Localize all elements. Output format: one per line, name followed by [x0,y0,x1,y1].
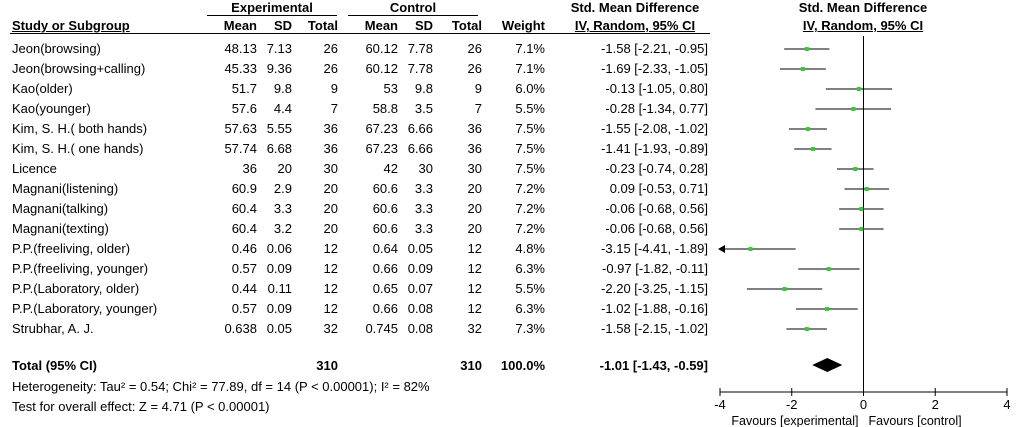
col-sd-e-header: SD [273,18,292,33]
sd-control: 30 [418,161,433,176]
point-marker-5 [811,147,815,151]
weight: 7.5% [515,141,545,156]
mean-experimental: 60.4 [231,201,257,216]
sd-experimental: 6.68 [266,141,292,156]
weight: 7.2% [515,221,545,236]
study-name: Magnani(listening) [12,181,119,196]
point-marker-13 [825,307,829,311]
smd-title: Std. Mean Difference [570,0,700,15]
col-weight-header: Weight [501,18,545,33]
weight: 7.1% [515,61,545,76]
ci-text: -1.58 [-2.15, -1.02] [601,321,708,336]
weight: 6.0% [515,81,545,96]
ci-text: -2.20 [-3.25, -1.15] [601,281,708,296]
ci-text: -0.06 [-0.68, 0.56] [605,221,708,236]
total-experimental: 20 [323,221,338,236]
col-method-plot-header: IV, Random, 95% CI [802,18,924,33]
total-experimental: 12 [323,301,338,316]
mean-experimental: 0.57 [231,261,257,276]
heterogeneity-text: Heterogeneity: Tau² = 0.54; Chi² = 77.89, df = 14 (P < 0.00001); I² = 82% [12,379,430,394]
weight: 7.5% [515,121,545,136]
sd-experimental: 2.9 [273,181,292,196]
mean-control: 60.6 [372,181,398,196]
mean-experimental: 36 [242,161,257,176]
sd-experimental: 0.09 [266,301,292,316]
col-method-header: IV, Random, 95% CI [574,18,696,33]
mean-experimental: 60.4 [231,221,257,236]
sd-control: 0.09 [407,261,433,276]
sd-control: 0.05 [407,241,433,256]
x-tick-label-2: 0 [859,397,868,412]
mean-control: 67.23 [365,121,398,136]
total-experimental: 9 [330,81,338,96]
ci-text: -0.13 [-1.05, 0.80] [605,81,708,96]
total-experimental: 20 [323,201,338,216]
study-name: Kao(older) [12,81,73,96]
col-total-e-header: Total [307,18,338,33]
sd-control: 7.78 [407,61,433,76]
point-marker-8 [859,207,863,211]
study-name: P.P.(Laboratory, older) [12,281,140,296]
ci-text: -1.58 [-2.21, -0.95] [601,41,708,56]
point-marker-4 [806,127,810,131]
weight: 7.2% [515,181,545,196]
ci-arrow-10 [718,245,725,253]
sd-experimental: 0.06 [266,241,292,256]
study-name: Kim, S. H.( both hands) [12,121,148,136]
ci-text: -1.41 [-1.93, -0.89] [601,141,708,156]
sd-experimental: 9.8 [273,81,292,96]
group-control-label: Control [389,0,437,15]
total-experimental: 20 [323,181,338,196]
total-experimental: 12 [323,241,338,256]
sd-control: 6.66 [407,141,433,156]
total-control: 32 [467,321,482,336]
weight: 5.5% [515,281,545,296]
mean-control: 0.66 [372,301,398,316]
study-name: Jeon(browsing) [12,41,101,56]
mean-experimental: 48.13 [224,41,257,56]
point-marker-7 [865,187,869,191]
total-experimental: 36 [323,121,338,136]
sd-experimental: 3.2 [273,221,292,236]
favours-experimental-label: Favours [experimental] [731,414,859,427]
total-experimental: 7 [330,101,338,116]
mean-control: 42 [383,161,398,176]
sd-experimental: 0.05 [266,321,292,336]
mean-control: 0.745 [365,321,398,336]
sd-control: 3.3 [414,221,433,236]
study-name: Licence [12,161,57,176]
total-control: 12 [467,301,482,316]
total-experimental: 32 [323,321,338,336]
group-experimental-label: Experimental [231,0,313,15]
mean-experimental: 0.46 [231,241,257,256]
mean-experimental: 0.57 [231,301,257,316]
col-sd-c-header: SD [414,18,433,33]
weight: 6.3% [515,301,545,316]
mean-control: 67.23 [365,141,398,156]
mean-control: 60.12 [365,61,398,76]
total-experimental: 36 [323,141,338,156]
mean-control: 0.66 [372,261,398,276]
mean-control: 60.12 [365,41,398,56]
point-marker-3 [851,107,855,111]
smd-title-plot: Std. Mean Difference [798,0,928,15]
total-control: 12 [467,241,482,256]
mean-experimental: 57.63 [224,121,257,136]
col-study-header: Study or Subgroup [12,18,130,33]
weight: 7.2% [515,201,545,216]
point-marker-10 [748,247,752,251]
ci-text: -0.06 [-0.68, 0.56] [605,201,708,216]
total-experimental: 12 [323,261,338,276]
weight: 7.1% [515,41,545,56]
col-mean-e-header: Mean [223,18,257,33]
sd-control: 9.8 [414,81,433,96]
total-control: 20 [467,181,482,196]
study-name: Kao(younger) [12,101,91,116]
sd-experimental: 3.3 [273,201,292,216]
mean-control: 0.64 [372,241,398,256]
mean-experimental: 51.7 [231,81,257,96]
sd-experimental: 0.09 [266,261,292,276]
sd-control: 3.5 [414,101,433,116]
ci-text: -1.02 [-1.88, -0.16] [601,301,708,316]
study-name: Jeon(browsing+calling) [12,61,146,76]
total-control: 26 [467,61,482,76]
sd-control: 3.3 [414,201,433,216]
mean-experimental: 60.9 [231,181,257,196]
total-control: 26 [467,41,482,56]
mean-control: 60.6 [372,201,398,216]
point-marker-12 [783,287,787,291]
overall-effect-text: Test for overall effect: Z = 4.71 (P < 0.00001) [12,399,270,414]
mean-experimental: 0.44 [231,281,257,296]
mean-control: 0.65 [372,281,398,296]
total-n-control: 310 [460,358,482,373]
study-name: Magnani(talking) [12,201,109,216]
point-marker-14 [805,327,809,331]
total-control: 12 [467,261,482,276]
sd-experimental: 9.36 [266,61,292,76]
total-ci-text: -1.01 [-1.43, -0.59] [599,358,708,373]
point-marker-2 [857,87,861,91]
mean-experimental: 0.638 [224,321,257,336]
sd-experimental: 4.4 [273,101,292,116]
study-name: Kim, S. H.( one hands) [12,141,144,156]
study-name: P.P.(Laboratory, younger) [12,301,158,316]
favours-control-label: Favours [control] [868,414,962,427]
total-control: 36 [467,121,482,136]
ci-text: -1.69 [-2.33, -1.05] [601,61,708,76]
sd-control: 6.66 [407,121,433,136]
col-mean-c-header: Mean [364,18,398,33]
study-name: Magnani(texting) [12,221,109,236]
total-control: 30 [467,161,482,176]
mean-control: 60.6 [372,221,398,236]
x-tick-label-0: -4 [714,397,726,412]
study-name: Strubhar, A. J. [12,321,94,336]
total-control: 7 [474,101,482,116]
sd-control: 3.3 [414,181,433,196]
mean-control: 58.8 [372,101,398,116]
study-name: P.P.(freeliving, younger) [12,261,149,276]
x-tick-label-4: 4 [1003,397,1011,412]
weight: 4.8% [515,241,545,256]
summary-diamond [812,358,842,372]
col-total-c-header: Total [451,18,482,33]
total-control: 36 [467,141,482,156]
total-control: 12 [467,281,482,296]
mean-experimental: 57.74 [224,141,257,156]
total-control: 9 [474,81,482,96]
total-control: 20 [467,221,482,236]
point-marker-11 [827,267,831,271]
sd-experimental: 20 [277,161,292,176]
sd-control: 7.78 [407,41,433,56]
sd-control: 0.07 [407,281,433,296]
sd-experimental: 0.11 [267,281,292,296]
point-marker-9 [859,227,863,231]
ci-text: -0.97 [-1.82, -0.11] [602,261,708,276]
ci-text: -0.28 [-1.34, 0.77] [605,101,708,116]
x-tick-label-1: -2 [785,397,798,412]
total-experimental: 26 [323,41,338,56]
ci-text: -3.15 [-4.41, -1.89] [601,241,708,256]
total-n-experimental: 310 [316,358,338,373]
weight: 6.3% [515,261,545,276]
mean-experimental: 45.33 [224,61,257,76]
study-name: P.P.(freeliving, older) [12,241,131,256]
sd-experimental: 7.13 [266,41,292,56]
x-tick-label-3: 2 [931,397,939,412]
total-experimental: 30 [323,161,338,176]
mean-control: 53 [383,81,398,96]
weight: 5.5% [515,101,545,116]
weight: 7.3% [515,321,545,336]
point-marker-6 [853,167,857,171]
total-control: 20 [467,201,482,216]
weight: 7.5% [515,161,545,176]
ci-text: -0.23 [-0.74, 0.28] [605,161,708,176]
sd-control: 0.08 [407,321,433,336]
total-label: Total (95% CI) [12,358,97,373]
point-marker-1 [801,67,805,71]
total-experimental: 26 [323,61,338,76]
mean-experimental: 57.6 [231,101,257,116]
sd-control: 0.08 [407,301,433,316]
sd-experimental: 5.55 [266,121,292,136]
total-experimental: 12 [323,281,338,296]
point-marker-0 [805,47,809,51]
ci-text: 0.09 [-0.53, 0.71] [609,181,708,196]
total-weight: 100.0% [500,358,545,373]
ci-text: -1.55 [-2.08, -1.02] [601,121,708,136]
